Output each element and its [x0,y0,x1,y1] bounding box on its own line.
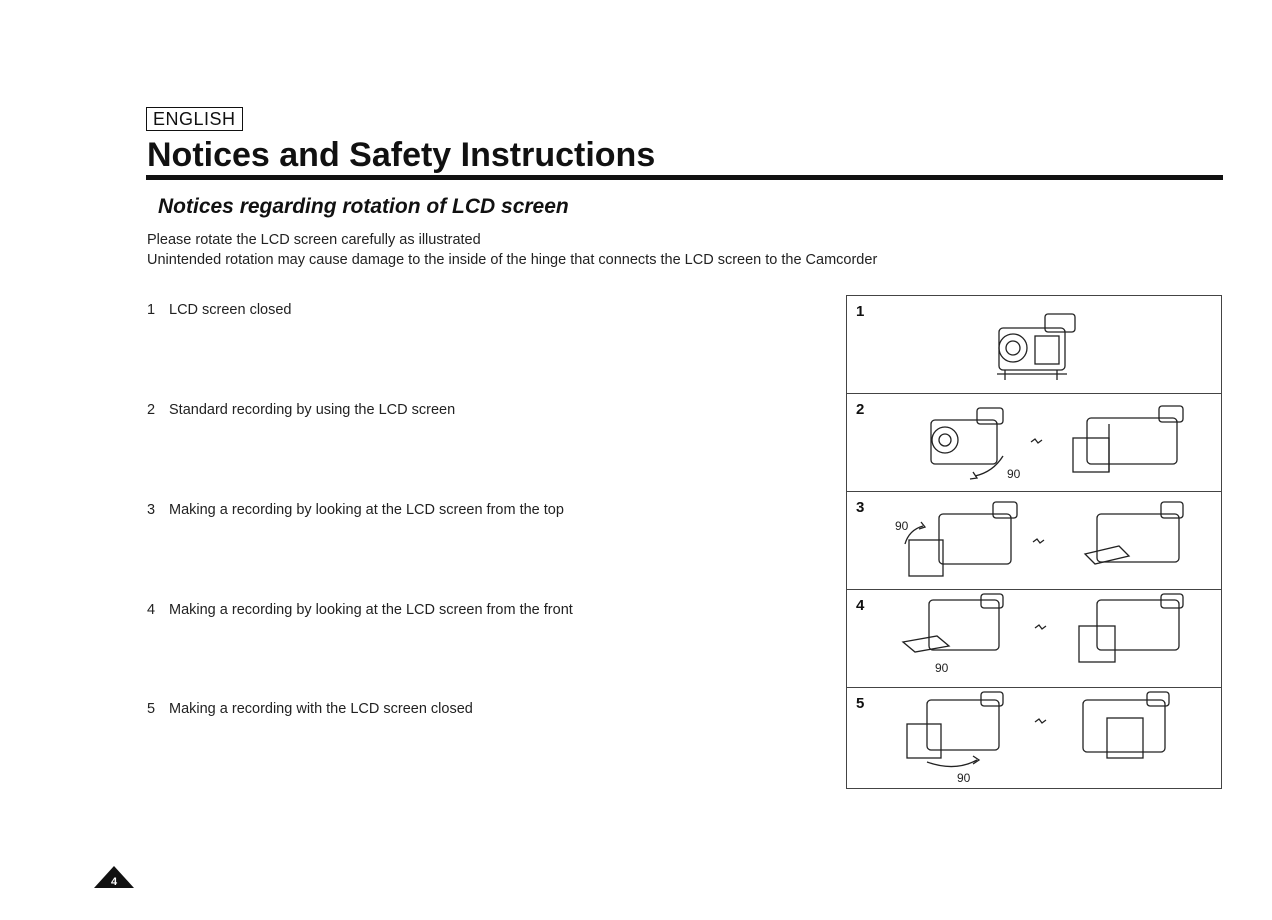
page-title: Notices and Safety Instructions [147,136,656,174]
camcorder-screen-closed-illustration [847,688,1221,786]
camcorder-front-view-illustration [847,590,1221,688]
figure-row-5 [847,688,1221,786]
figure-number: 1 [856,303,865,320]
title-rule [146,175,1223,180]
step-item-4 [147,600,573,620]
step-text: Standard recording by using the LCD screen [169,402,456,418]
rotation-angle-label: 90 [935,661,949,675]
camcorder-top-view-illustration [847,492,1221,590]
step-number: 3 [147,502,156,518]
camcorder-closed-illustration [847,296,1221,394]
figure-number: 2 [856,401,865,418]
step-item-5 [147,699,473,719]
rotation-angle-label: 90 [957,771,971,785]
page-number-badge [92,864,136,890]
language-label: ENGLISH [146,107,243,131]
rotation-angle-label: 90 [1007,467,1021,481]
figure-number: 3 [856,499,865,516]
figure-row-1 [847,296,1221,394]
figure-number: 4 [856,597,865,614]
step-text: Making a recording with the LCD screen closed [169,701,473,717]
illustration-table [846,295,1222,789]
step-text: Making a recording by looking at the LCD screen from the front [169,602,573,618]
step-text: Making a recording by looking at the LCD screen from the top [169,502,564,518]
rotation-angle-label: 90 [895,519,909,533]
step-text: LCD screen closed [169,302,292,318]
step-item-1 [147,300,292,320]
step-item-2 [147,400,455,420]
intro-line-1: Please rotate the LCD screen carefully as illustrated [147,232,481,248]
figure-number: 5 [856,695,865,712]
step-number: 5 [147,701,156,717]
step-number: 4 [147,602,156,618]
intro-text [147,230,1047,270]
page-number: 4 [110,876,118,888]
figure-row-3 [847,492,1221,590]
figure-row-2 [847,394,1221,492]
step-number: 2 [147,402,156,418]
camcorder-rotate-illustration [847,394,1221,492]
step-number: 1 [147,302,156,318]
figure-row-4 [847,590,1221,688]
section-title: Notices regarding rotation of LCD screen [158,195,569,218]
intro-line-2: Unintended rotation may cause damage to the inside of the hinge that connects the LCD screen to the Camcorder [147,252,878,268]
step-item-3 [147,500,564,520]
